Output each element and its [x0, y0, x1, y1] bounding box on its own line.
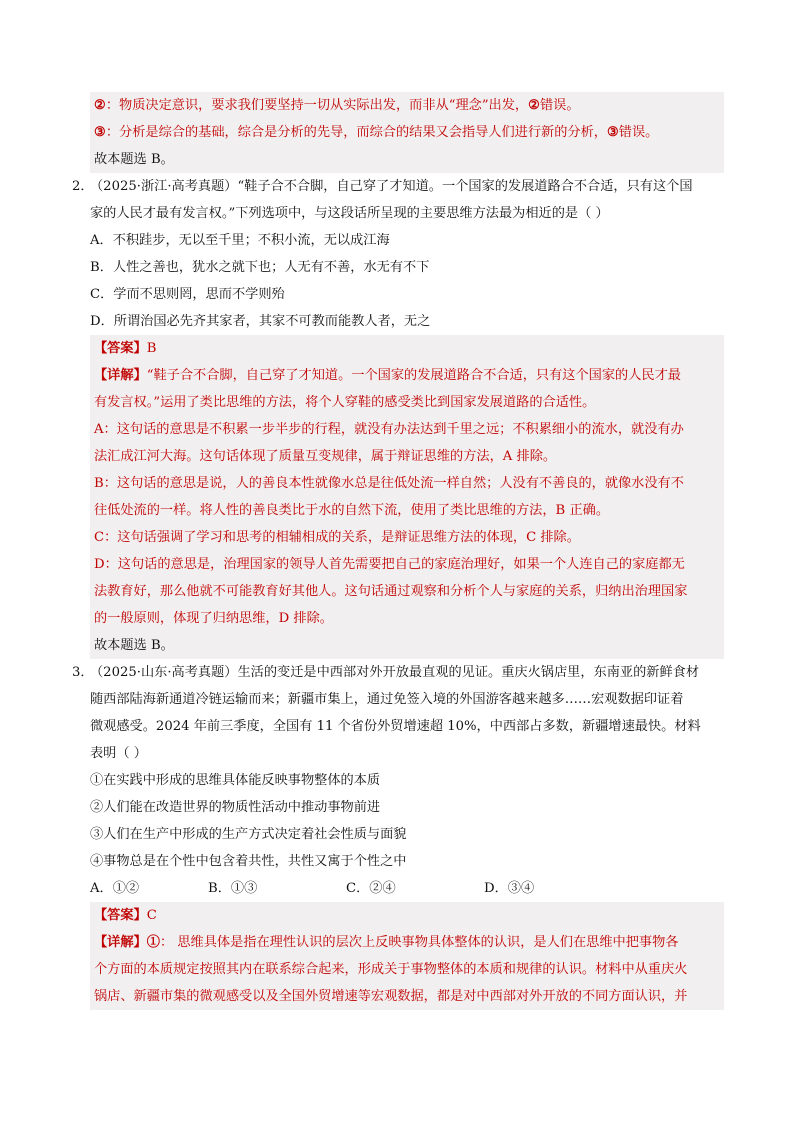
- prev-analysis-2: ②：物质决定意识，要求我们要坚持一切从实际出发，而非从“理念”出发，②错误。: [94, 98, 580, 113]
- question-number: 2．: [72, 179, 94, 194]
- analysis-c: C：这句话强调了学习和思考的相辅相成的关系，是辩证思维方法的体现，C 排除。: [94, 530, 580, 545]
- question-stem: （2025·山东·高考真题）生活的变迁是中西部对外开放最直观的见证。重庆火锅店里，东南亚的新鲜食材: [90, 665, 700, 680]
- analysis-d: D：这句话的意思是，治理国家的领导人首先需要把自己的家庭治理好，如果一个人连自己的家庭都无: [94, 557, 685, 572]
- detail-label: 【详解】: [94, 935, 147, 950]
- answer-value: B: [146, 341, 157, 356]
- option-a: A．①②: [90, 881, 140, 896]
- item-4: ④事物总是在个性中包含着共性，共性又寓于个性之中: [90, 854, 407, 869]
- conclusion: 故本题选 B。: [94, 638, 174, 653]
- analysis-a: A：这句话的意思是不积累一步半步的行程，就没有办法达到千里之远；不积累细小的流水，就没有办: [94, 422, 684, 437]
- question-stem-cont: 家的人民才最有发言权。”下列选项中，与这段话所呈现的主要思维方法最为相近的是（ ）: [90, 206, 609, 221]
- option-c: C．学而不思则罔，思而不学则殆: [90, 287, 285, 302]
- prev-conclusion: 故本题选 B。: [94, 152, 174, 167]
- question-3: 3． （2025·山东·高考真题）生活的变迁是中西部对外开放最直观的见证。重庆火锅店里，东南亚的新鲜食材 随西部陆海新通道冷链运输而来；新疆市集上，通过免签入境的外国游客越来越多……宏观数据印证着 微观感受。2024 年前三季度，全国有 11 个省份外贸增速超 10%，中西部占多数，新疆增速最快。材料 表明（ ） ①在实践中形成的思维具体能反映事物整体的本质 ②人们能在改造世界的物质性活动中推动事物前进 ③人们在生产中形成的生产方式决定着社会性质与面貌 ④事物总是在个性中包含着共性，共性又寓于个性之中 A．①② B．①③ C．②④ D．③④: [90, 659, 724, 902]
- question-number: 3．: [72, 665, 94, 680]
- option-b: B．①③: [208, 881, 258, 896]
- item-2: ②人们能在改造世界的物质性活动中推动事物前进: [90, 800, 381, 815]
- answer-label: 【答案】: [94, 341, 147, 356]
- answer-block-2: 【答案】B 【详解】“鞋子合不合脚，自己穿了才知道。一个国家的发展道路合不合适，只有这个国家的人民才最 有发言权。”运用了类比思维的方法，将个人穿鞋的感受类比到国家发展道路的合适性。 A：这句话的意思是不积累一步半步的行程，就没有办法达到千里之远；不积累细小的流水，就没有办 法汇成江河大海。这句话体现了质量互变规律，属于辩证思维的方法，A 排除。 B：这句话的意思是说，人的善良本性就像水总是往低处流一样自然；人没有不善良的，就像水没有不 往低处流的一样。将人性的善良类比于水的自然下流，使用了类比思维的方法，B 正确。 C：这句话强调了学习和思考的相辅相成的关系，是辩证思维方法的体现，C 排除。 D：这句话的意思是，治理国家的领导人首先需要把自己的家庭治理好，如果一个人连自己的家庭都无 法教育好，那么他就不可能教育好其他人。这句话通过观察和分析个人与家庭的关系，归纳出治理国家 的一般原则，体现了归纳思维，D 排除。 故本题选 B。: [90, 335, 724, 659]
- option-d: D．③④: [484, 881, 535, 896]
- analysis-b: B：这句话的意思是说，人的善良本性就像水总是往低处流一样自然；人没有不善良的，就像水没有不: [94, 476, 684, 491]
- question-2: [72, 173, 724, 335]
- detail-label: 【详解】: [94, 368, 147, 383]
- answer-label: 【答案】: [94, 908, 147, 923]
- answer-value: C: [146, 908, 157, 923]
- item-1: ①在实践中形成的思维具体能反映事物整体的本质: [90, 773, 381, 788]
- item-3: ③人们在生产中形成的生产方式决定着社会性质与面貌: [90, 827, 407, 842]
- option-b: B．人性之善也，犹水之就下也；人无有不善，水无有不下: [90, 260, 430, 275]
- option-c: C．②④: [346, 881, 396, 896]
- document-page: [72, 92, 724, 1010]
- question-stem: （2025·浙江·高考真题）“鞋子合不合脚，自己穿了才知道。一个国家的发展道路合不合适，只有这个国: [90, 179, 693, 194]
- option-d: D．所谓治国必先齐其家者，其家不可教而能教人者，无之: [90, 314, 431, 329]
- options-row: [90, 875, 724, 902]
- prev-answer-block: [90, 92, 724, 173]
- option-a: A．不积跬步，无以至千里；不积小流，无以成江海: [90, 233, 390, 248]
- prev-analysis-3: ③：分析是综合的基础，综合是分析的先导，而综合的结果又会指导人们进行新的分析，③错误。: [94, 125, 659, 140]
- answer-block-3: 【答案】C 【详解】①： 思维具体是指在理性认识的层次上反映事物具体整体的认识，是人们在思维中把事物各 个方面的本质规定按照其内在联系综合起来，形成关于事物整体的本质和规律的认识。材料中从重庆火 锅店、新疆市集的微观感受以及全国外贸增速等宏观数据，都是对中西部对外开放的不同方面认识，并: [90, 902, 724, 1010]
